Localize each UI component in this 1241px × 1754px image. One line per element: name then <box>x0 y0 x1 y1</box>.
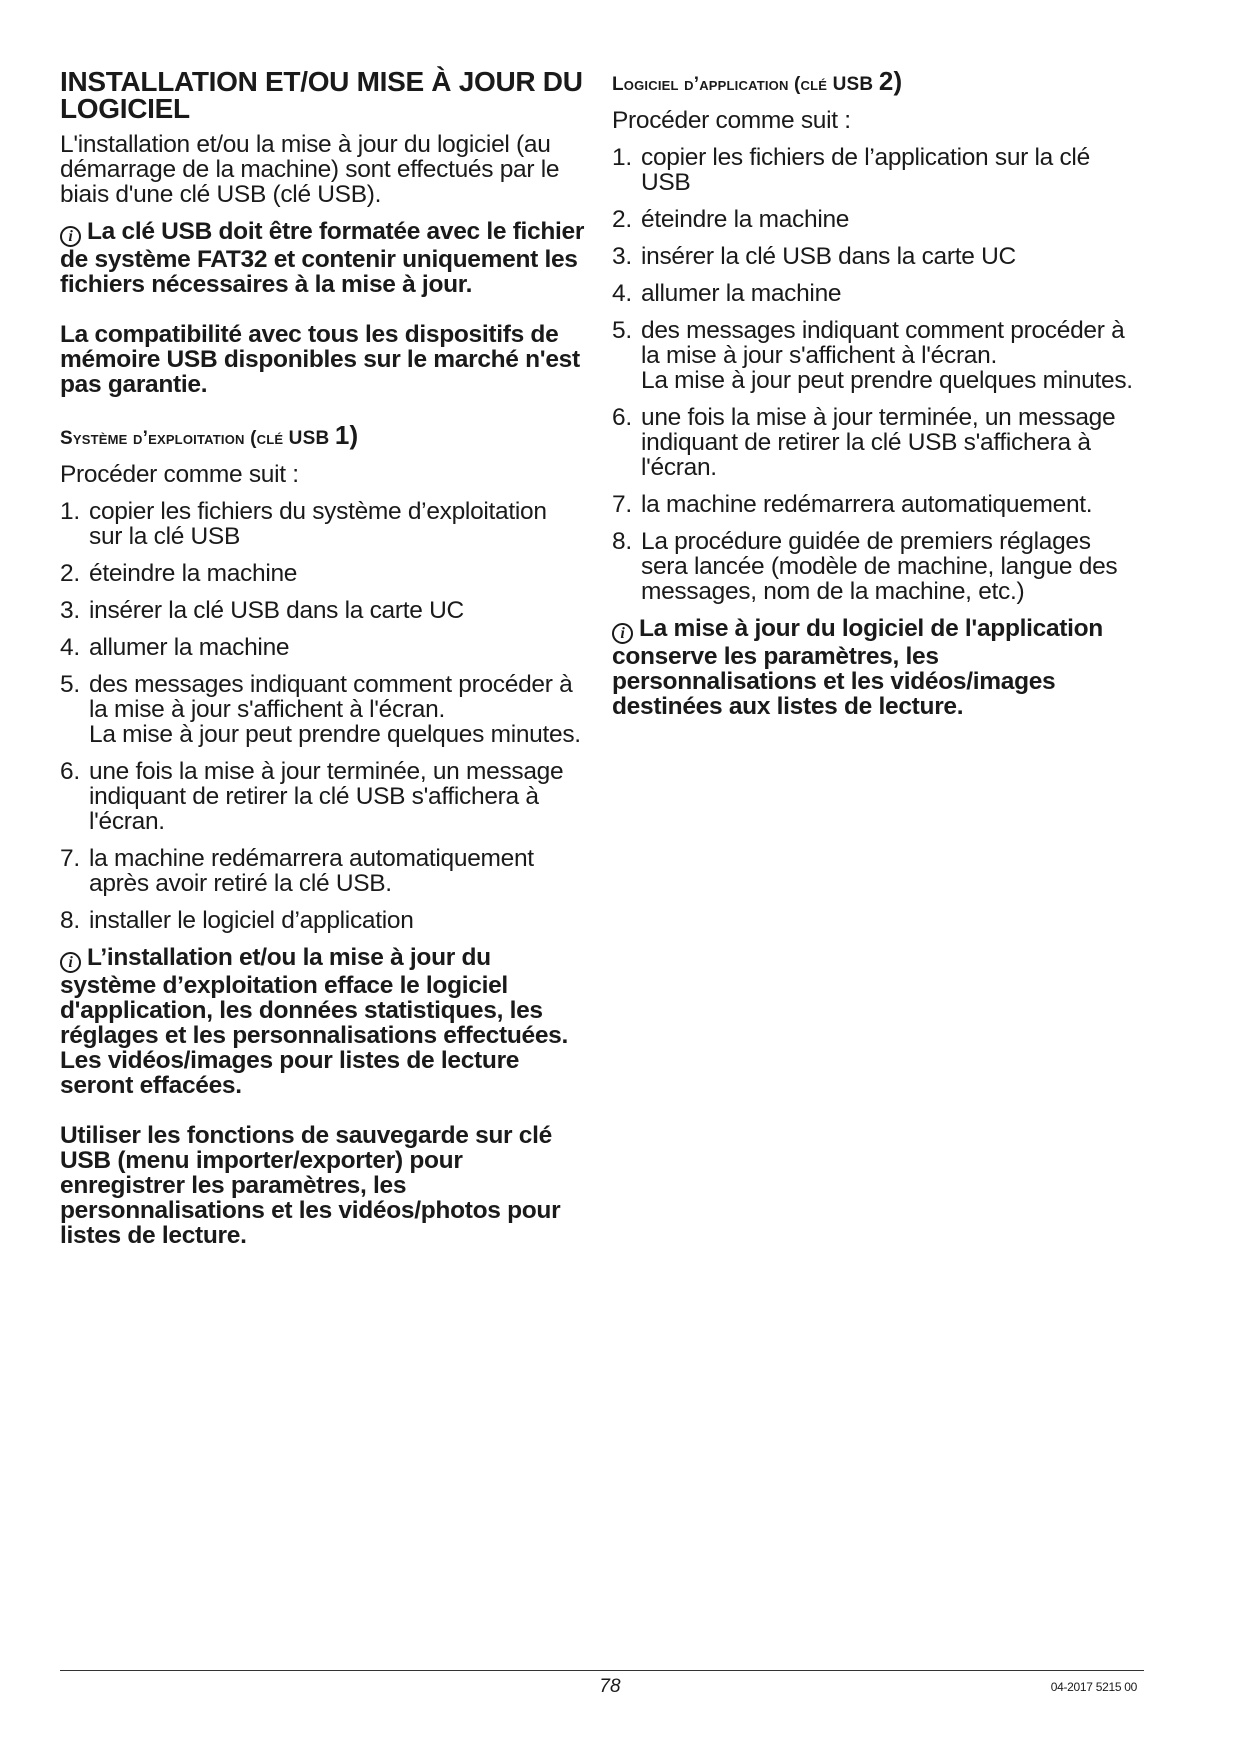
page-title: INSTALLATION ET/OU MISE À JOUR DU LOGICIEL <box>60 66 583 124</box>
step-number: 6. <box>612 404 632 431</box>
info-icon: i <box>612 623 633 644</box>
usb-format-note-text: La clé USB doit être formatée avec le fichier de système FAT32 et contenir uniquement les fichiers nécessaires à la mise à jour. <box>60 218 585 298</box>
os-warning-text: L’installation et/ou la mise à jour du système d’exploitation efface le logiciel d'application, les données statistiques, les réglages et les personnalisations effectuées. <box>60 944 569 1049</box>
proceed-text: Procéder comme suit : <box>60 461 299 488</box>
list-item <box>60 598 585 623</box>
list-item <box>60 672 585 747</box>
step-text: La procédure guidée de premiers réglages sera lancée (modèle de machine, langue des messages, nom de la machine, etc.) <box>641 528 1118 605</box>
step-text: une fois la mise à jour terminée, un message indiquant de retirer la clé USB s'affichera à l'écran. <box>641 404 1116 481</box>
step-text: éteindre la machine <box>89 560 298 587</box>
step-number: 2. <box>612 206 632 233</box>
step-number: 7. <box>612 491 632 518</box>
section-title-app-num: 2) <box>878 66 903 96</box>
list-item <box>612 207 1137 232</box>
intro-paragraph: L'installation et/ou la mise à jour du logiciel (au démarrage de la machine) sont effectués par le biais d'une clé USB (clé USB). <box>60 131 560 208</box>
section-title-os <box>60 422 585 452</box>
list-item <box>60 561 585 586</box>
step-text: éteindre la machine <box>641 206 850 233</box>
info-icon: i <box>60 952 81 973</box>
proceed-text: Procéder comme suit : <box>612 107 851 134</box>
step-text: la machine redémarrera automatiquement après avoir retiré la clé USB. <box>89 845 534 897</box>
right-column <box>612 68 1137 719</box>
step-number: 7. <box>60 845 80 872</box>
step-text: insérer la clé USB dans la carte UC <box>89 597 464 624</box>
step-text: copier les fichiers du système d’exploitation sur la clé USB <box>89 498 547 550</box>
list-item <box>612 529 1137 604</box>
playlist-warning: Les vidéos/images pour listes de lecture seront effacées. <box>60 1047 520 1099</box>
step-subtext: La mise à jour peut prendre quelques minutes. <box>89 721 581 748</box>
compatibility-note: La compatibilité avec tous les dispositifs de mémoire USB disponibles sur le marché n'est pas garantie. <box>60 321 580 398</box>
list-item <box>612 145 1137 195</box>
step-text: copier les fichiers de l’application sur la clé USB <box>641 144 1090 196</box>
step-subtext: La mise à jour peut prendre quelques minutes. <box>641 367 1133 394</box>
os-warning <box>60 945 585 1048</box>
step-number: 5. <box>612 317 632 344</box>
list-item <box>612 492 1137 517</box>
step-number: 3. <box>60 597 80 624</box>
list-item <box>612 281 1137 306</box>
list-item <box>60 635 585 660</box>
document-code: 04-2017 5215 00 <box>1050 1680 1137 1694</box>
step-number: 1. <box>60 498 80 525</box>
left-column <box>60 68 585 1248</box>
section-title-app-text: Logiciel d’application (clé USB <box>612 74 879 95</box>
step-text: allumer la machine <box>89 634 290 661</box>
page-number: 78 <box>599 1676 621 1697</box>
app-update-note-text: La mise à jour du logiciel de l'application conserve les paramètres, les personnalisations et les vidéos/images destinées aux listes de lecture. <box>612 615 1103 720</box>
step-number: 4. <box>60 634 80 661</box>
step-number: 3. <box>612 243 632 270</box>
section-title-os-text: Système d’exploitation (clé USB <box>60 428 335 449</box>
step-number: 6. <box>60 758 80 785</box>
backup-advice: Utiliser les fonctions de sauvegarde sur clé USB (menu importer/exporter) pour enregistrer les paramètres, les personnalisations et les vidéos/photos pour listes de lecture. <box>60 1122 561 1249</box>
step-number: 2. <box>60 560 80 587</box>
step-number: 8. <box>60 907 80 934</box>
os-steps-list <box>60 499 585 933</box>
list-item <box>612 244 1137 269</box>
app-update-note <box>612 616 1137 719</box>
step-text: la machine redémarrera automatiquement. <box>641 491 1093 518</box>
list-item <box>60 499 585 549</box>
step-text: des messages indiquant comment procéder à la mise à jour s'affichent à l'écran. <box>641 317 1125 369</box>
step-text: insérer la clé USB dans la carte UC <box>641 243 1016 270</box>
step-number: 8. <box>612 528 632 555</box>
app-steps-list <box>612 145 1137 604</box>
list-item <box>60 846 585 896</box>
list-item <box>60 759 585 834</box>
list-item <box>60 908 585 933</box>
list-item <box>612 318 1137 393</box>
list-item <box>612 405 1137 480</box>
footer-divider <box>60 1670 1144 1671</box>
step-number: 5. <box>60 671 80 698</box>
step-text: une fois la mise à jour terminée, un message indiquant de retirer la clé USB s'affichera à l'écran. <box>89 758 564 835</box>
step-number: 4. <box>612 280 632 307</box>
step-text: installer le logiciel d’application <box>89 907 414 934</box>
section-title-app <box>612 68 1137 98</box>
step-number: 1. <box>612 144 632 171</box>
usb-format-note <box>60 219 585 297</box>
section-title-os-num: 1) <box>334 420 359 450</box>
info-icon: i <box>60 226 81 247</box>
step-text: allumer la machine <box>641 280 842 307</box>
step-text: des messages indiquant comment procéder à la mise à jour s'affichent à l'écran. <box>89 671 573 723</box>
